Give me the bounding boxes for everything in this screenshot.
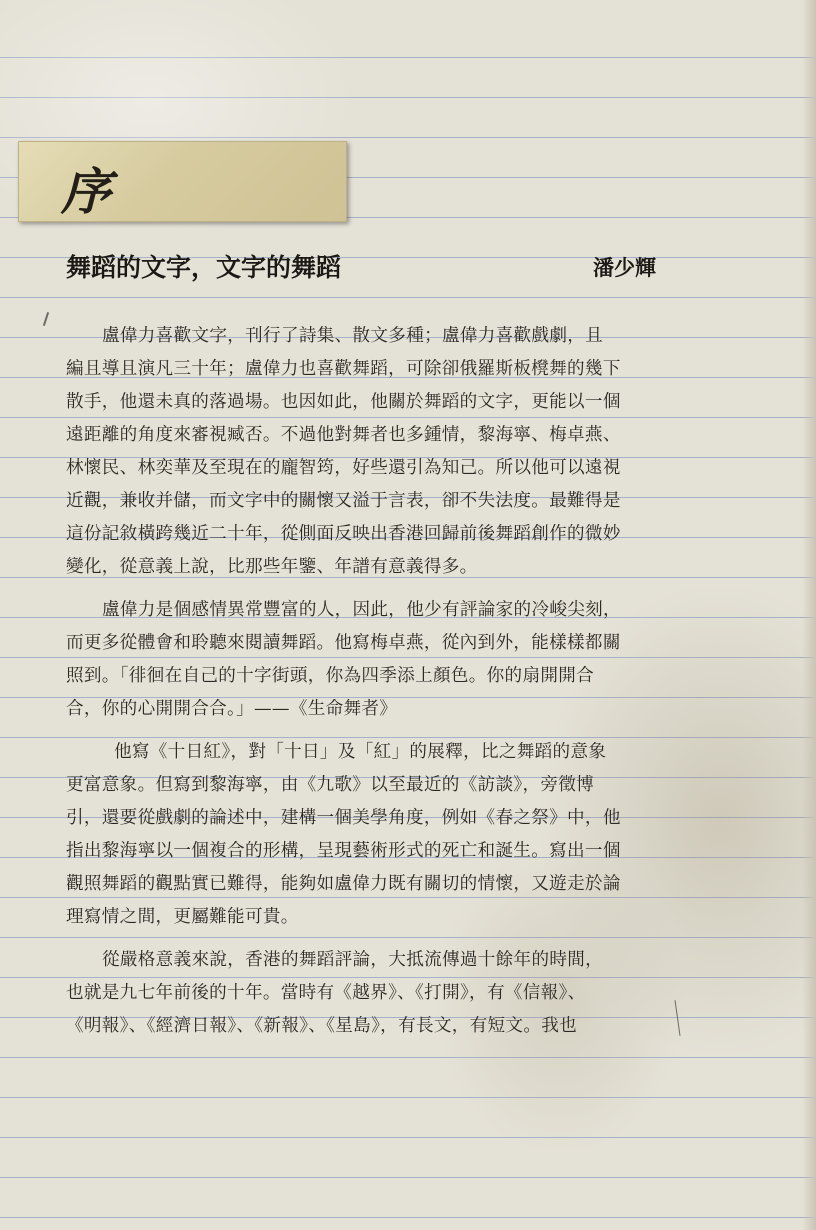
text-line: 遠距離的角度來審視臧否。不過他對舞者也多鍾情，黎海寧、梅卓燕、: [66, 425, 621, 445]
text-line: 從嚴格意義來說，香港的舞蹈評論，大抵流傳過十餘年的時間，: [102, 950, 604, 970]
text-line: 合，你的心開開合合。」——《生命舞者》: [66, 699, 398, 719]
chapter-title: 序: [61, 163, 111, 221]
text-line: 編且導且演凡三十年；盧偉力也喜歡舞蹈，可除卻俄羅斯板櫈舞的幾下: [66, 359, 621, 379]
text-line: 盧偉力喜歡文字，刊行了詩集、散文多種；盧偉力喜歡戲劇，且: [102, 326, 604, 346]
text-line: 也就是九七年前後的十年。當時有《越界》、《打開》，有《信報》、: [66, 983, 586, 1003]
text-line: 這份記敘橫跨幾近二十年，從側面反映出香港回歸前後舞蹈創作的微妙: [66, 524, 621, 544]
text-line: 更富意象。但寫到黎海寧，由《九歌》以至最近的《訪談》，旁徵博: [66, 775, 595, 795]
paragraph: [66, 736, 666, 934]
text-line: 變化，從意義上說，比那些年鑒、年譜有意義得多。: [66, 557, 478, 577]
text-line: 指出黎海寧以一個複合的形構，呈現藝術形式的死亡和誕生。寫出一個: [66, 841, 621, 861]
text-line: 近觀，兼收并儲，而文字中的關懷又溢于言表，卻不失法度。最難得是: [66, 491, 621, 511]
page-edge-shadow: [802, 0, 816, 1230]
author-name: 潘少輝: [593, 256, 656, 280]
text-line: 林懷民、林奕華及至現在的龐智筠，好些還引為知己。所以他可以遠視: [66, 458, 621, 478]
text-line: 散手，他還未真的落過場。也因如此，他關於舞蹈的文字，更能以一個: [66, 392, 621, 412]
paragraph: [66, 944, 666, 1043]
article-body: [66, 320, 666, 1043]
pen-mark: [43, 312, 49, 326]
text-line: 盧偉力是個感情異常豐富的人，因此，他少有評論家的冷峻尖刻，: [102, 600, 621, 620]
article-title: 舞蹈的文字，文字的舞蹈: [66, 253, 342, 282]
chapter-banner: [18, 141, 347, 222]
pen-mark: [674, 1000, 680, 1036]
article-heading: [66, 248, 666, 288]
text-line: 《明報》、《經濟日報》、《新報》、《星島》，有長文，有短文。我也: [66, 1016, 578, 1036]
text-line: 他寫《十日紅》，對「十日」及「紅」的展釋，比之舞蹈的意象: [114, 742, 607, 762]
text-line: 引，還要從戲劇的論述中，建構一個美學角度，例如《春之祭》中，他: [66, 808, 621, 828]
text-line: 照到。「徘徊在自己的十字街頭，你為四季添上顏色。你的扇開開合: [66, 666, 595, 686]
text-line: 理寫情之間，更屬難能可貴。: [66, 907, 299, 927]
paragraph: [66, 320, 666, 584]
text-line: 觀照舞蹈的觀點實已難得，能夠如盧偉力既有關切的情懷，又遊走於論: [66, 874, 621, 894]
paragraph: [66, 594, 666, 726]
text-line: 而更多從體會和聆聽來閱讀舞蹈。他寫梅卓燕，從內到外，能樣樣都關: [66, 633, 621, 653]
